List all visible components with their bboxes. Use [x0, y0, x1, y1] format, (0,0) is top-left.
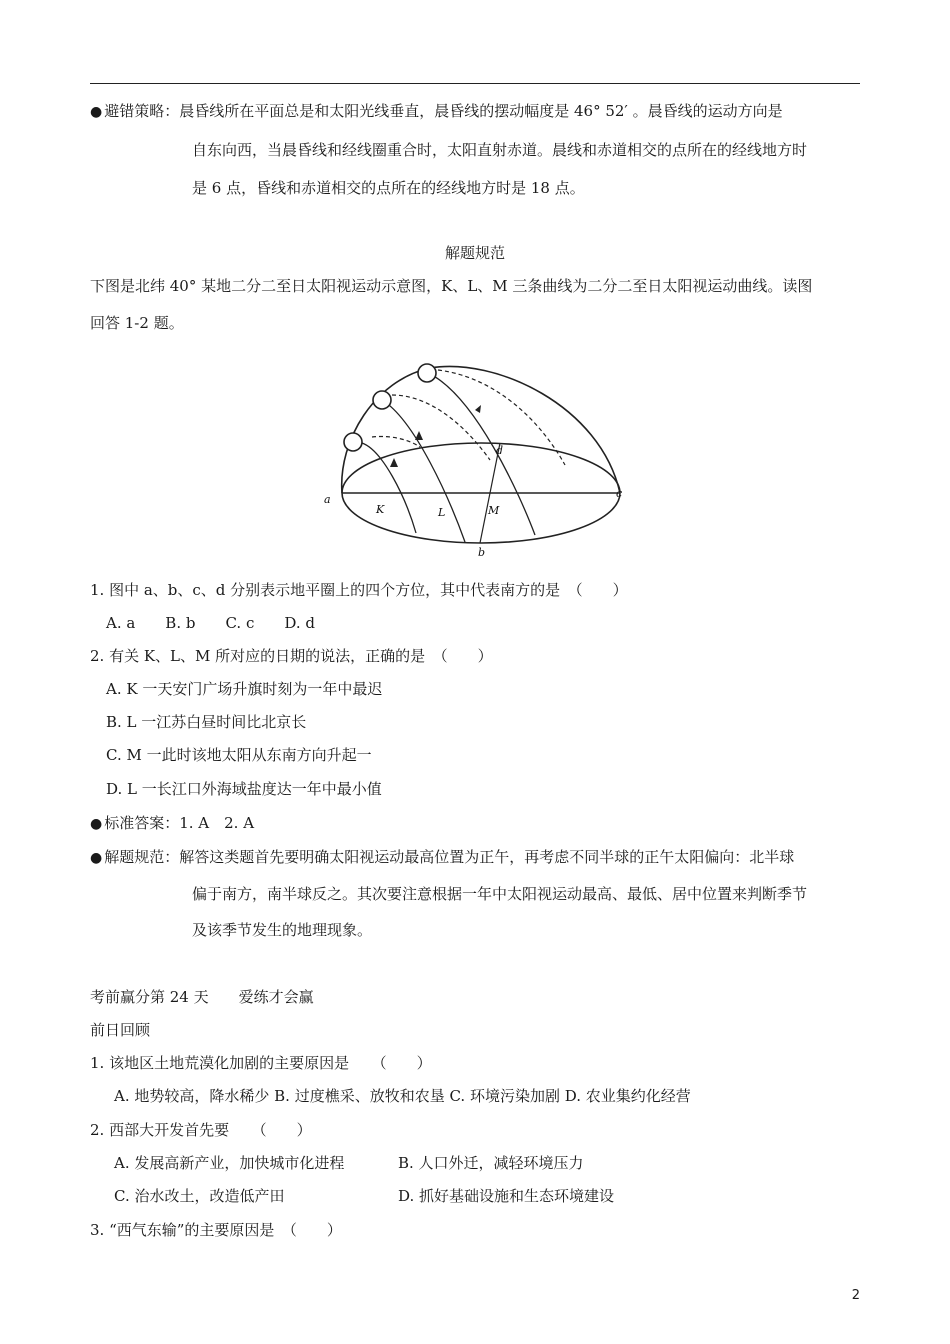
intro-line-1: 下图是北纬 40° 某地二分二至日太阳视运动示意图，K、L、M 三条曲线为二分二至日太阳视运动曲线。读图	[90, 277, 813, 295]
r1-options: A. 地势较高，降水稀少 B. 过度樵采、放牧和农垦 C. 环境污染加剧 D. 农业集约化经营	[114, 1087, 691, 1105]
r2-option-c: C. 治水改土，改造低产田	[114, 1187, 285, 1205]
answer-line: ● 标准答案：1. A 2. A	[90, 814, 255, 832]
label-b: b	[478, 546, 486, 559]
arc-k-dashed	[372, 436, 420, 447]
label-a: a	[324, 493, 331, 506]
review-heading: 前日回顾	[90, 1021, 151, 1039]
day-title: 考前赢分第 24 天 爱练才会赢	[90, 988, 314, 1006]
strategy-line-2: 自东向西，当晨昏线和经线圈重合时，太阳直射赤道。晨线和赤道相交的点所在的经线地方时	[192, 141, 808, 159]
q1-stem: 1. 图中 a、b、c、d 分别表示地平圈上的四个方位，其中代表南方的是 （ ）	[90, 581, 628, 599]
page-number: 2	[851, 1288, 860, 1303]
label-l: L	[438, 506, 446, 519]
q2-stem: 2. 有关 K、L、M 所对应的日期的说法，正确的是 （ ）	[90, 647, 493, 665]
label-c: c	[616, 487, 623, 500]
bullet-icon: ●	[90, 816, 103, 832]
sun-m-icon	[418, 364, 436, 382]
q2-option-c: C. M 一此时该地太阳从东南方向升起一	[106, 746, 372, 764]
label-k: K	[376, 503, 385, 516]
q1-options: A. a B. b C. c D. d	[106, 614, 315, 632]
label-m: M	[488, 504, 500, 517]
intro-line-2: 回答 1-2 题。	[90, 314, 184, 332]
r2-option-a: A. 发展高新产业，加快城市化进程	[114, 1154, 345, 1172]
arrow-k-icon	[390, 458, 398, 467]
bullet-icon: ●	[90, 104, 103, 120]
section-title: 解题规范	[444, 244, 505, 262]
arrow-l-icon	[415, 431, 423, 440]
header-rule	[90, 83, 860, 84]
sun-l-icon	[373, 391, 391, 409]
label-d: d	[496, 444, 504, 457]
sky-dome	[342, 366, 620, 493]
norm-line-3: 及该季节发生的地理现象。	[192, 921, 373, 939]
q2-option-b: B. L 一江苏白昼时间比北京长	[106, 713, 307, 731]
q2-option-d: D. L 一长江口外海域盐度达一年中最小值	[106, 780, 382, 798]
r2-option-b: B. 人口外迁，减轻环境压力	[398, 1154, 584, 1172]
r2-stem: 2. 西部大开发首先要 （ ）	[90, 1121, 312, 1139]
r3-stem: 3. “西气东输”的主要原因是 （ ）	[90, 1221, 342, 1239]
bullet-icon: ●	[90, 850, 103, 866]
r1-stem: 1. 该地区土地荒漠化加剧的主要原因是 （ ）	[90, 1054, 432, 1072]
strategy-line-3: 是 6 点，昏线和赤道相交的点所在的经线地方时是 18 点。	[192, 179, 585, 197]
path-l	[382, 400, 465, 542]
norm-line-1: ● 解题规范：解答这类题首先要明确太阳视运动最高位置为正午，再考虑不同半球的正午太阳偏向：北半球	[90, 848, 795, 866]
sun-path-diagram	[320, 355, 630, 560]
path-k	[362, 443, 416, 533]
r2-option-d: D. 抓好基础设施和生态环境建设	[398, 1187, 615, 1205]
sun-k-icon	[344, 433, 362, 451]
norm-line-2: 偏于南方，南半球反之。其次要注意根据一年中太阳视运动最高、最低、居中位置来判断季节	[192, 885, 808, 903]
arrow-m-icon	[475, 405, 481, 413]
q2-option-a: A. K 一天安门广场升旗时刻为一年中最迟	[106, 680, 383, 698]
strategy-line-1: ● 避错策略：晨昏线所在平面总是和太阳光线垂直，晨昏线的摆动幅度是 46° 52′ 。晨昏线的运动方向是	[90, 102, 783, 120]
